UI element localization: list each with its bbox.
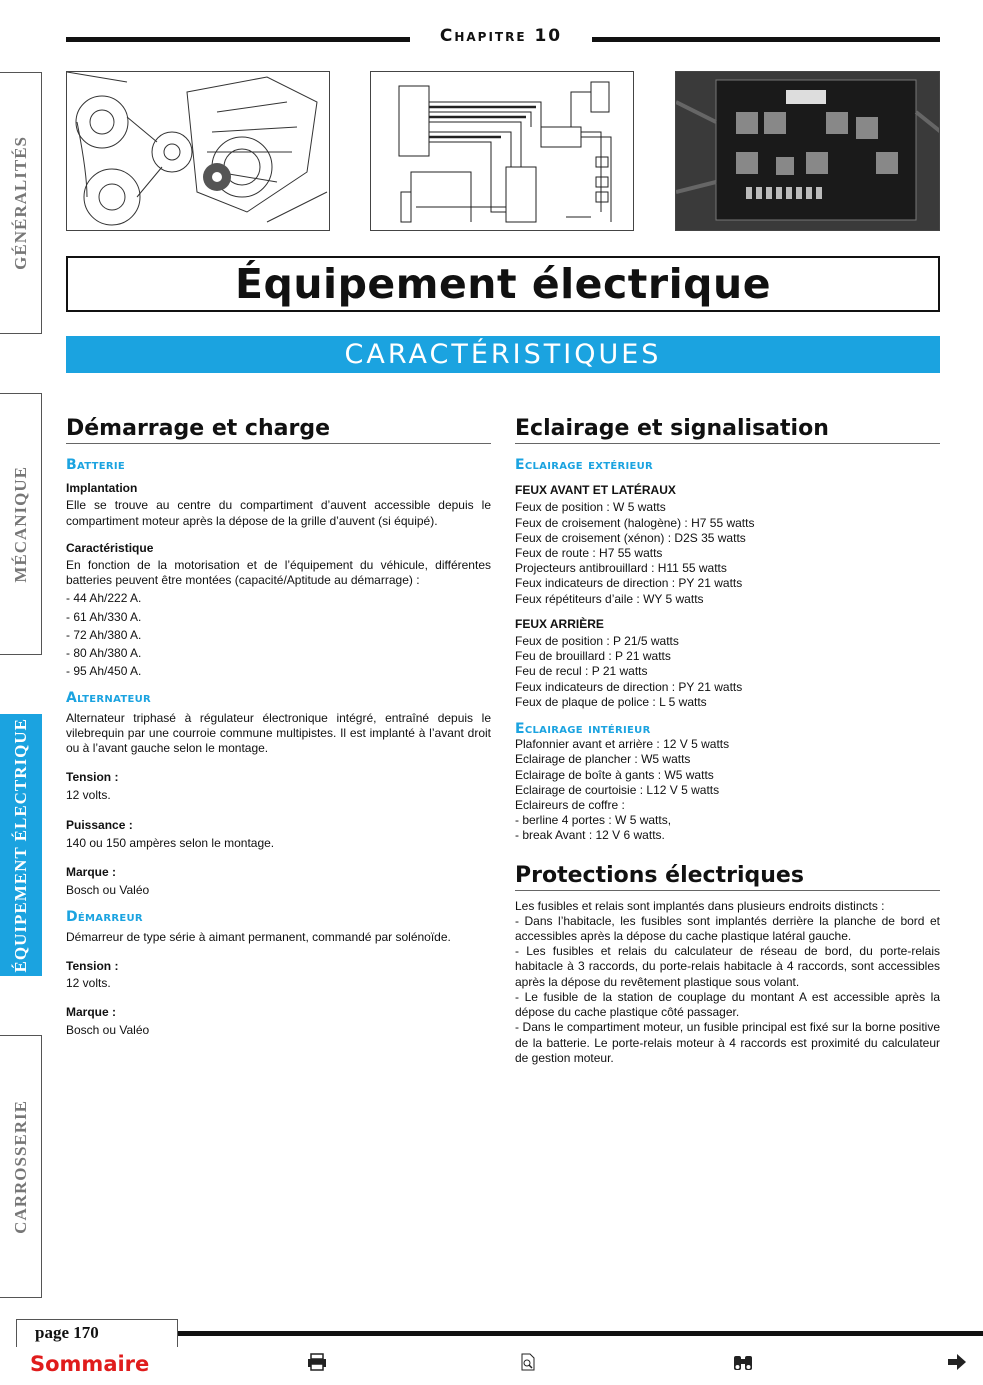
list-item: - 80 Ah/380 A. bbox=[66, 646, 142, 661]
eclairage-interieur-list bbox=[515, 737, 940, 843]
list-item: Feux indicateurs de direction : PY 21 watts bbox=[515, 576, 743, 591]
side-tab-mecanique[interactable]: MÉCANIQUE bbox=[0, 393, 42, 655]
list-item: Feux de croisement (xénon) : D2S 35 watts bbox=[515, 530, 746, 545]
value-marque-demarreur: Bosch ou Valéo bbox=[66, 1023, 150, 1038]
text-implantation: Elle se trouve au centre du compartiment d’auvent accessible depuis le compartiment moteur après la dépose de la grille d’auvent (si équipé). bbox=[66, 498, 491, 528]
list-item: Feux de croisement (halogène) : H7 55 watts bbox=[515, 515, 755, 530]
label-marque-demarreur: Marque : bbox=[66, 1005, 117, 1020]
right-column bbox=[515, 415, 940, 1066]
list-item: Eclaireurs de coffre : bbox=[515, 798, 625, 813]
list-item: - 44 Ah/222 A. bbox=[66, 591, 142, 606]
sommaire-link[interactable]: Sommaire bbox=[30, 1352, 150, 1376]
label-caracteristique: Caractéristique bbox=[66, 540, 154, 555]
subheading-batterie: Batterie bbox=[66, 457, 125, 473]
subheading-eclairage-interieur: Eclairage intérieur bbox=[515, 721, 651, 738]
list-item: Eclairage de courtoisie : L12 V 5 watts bbox=[515, 782, 720, 797]
wiring-diagram bbox=[370, 71, 634, 231]
label-feux-avant: FEUX AVANT ET LATÉRAUX bbox=[515, 483, 676, 498]
list-item: Plafonnier avant et arrière : 12 V 5 watts bbox=[515, 737, 730, 752]
list-item: Feux de route : H7 55 watts bbox=[515, 546, 663, 561]
section-heading-demarrage: Démarrage et charge bbox=[66, 415, 491, 444]
list-item: - 72 Ah/380 A. bbox=[66, 627, 142, 642]
page-title: Équipement électrique bbox=[234, 260, 772, 308]
list-item: Feu de brouillard : P 21 watts bbox=[515, 649, 671, 664]
fuse-box-photo bbox=[675, 71, 940, 231]
list-item: Feu de recul : P 21 watts bbox=[515, 664, 648, 679]
section-band: CARACTÉRISTIQUES bbox=[66, 336, 940, 373]
list-item: - 61 Ah/330 A. bbox=[66, 609, 142, 624]
list-item: Feux indicateurs de direction : PY 21 watts bbox=[515, 679, 743, 694]
next-arrow-icon[interactable] bbox=[947, 1353, 967, 1376]
page-title-box bbox=[66, 256, 940, 312]
search-binoculars-icon[interactable] bbox=[732, 1353, 754, 1376]
protections-paragraph: Les fusibles et relais sont implantés dans plusieurs endroits distincts : bbox=[515, 898, 885, 913]
list-item: - 95 Ah/450 A. bbox=[66, 664, 142, 679]
footer-rule bbox=[178, 1331, 983, 1336]
protections-paragraph: - Dans le compartiment moteur, un fusible principal est fixé sur la borne positive de la batterie. Le porte-relais moteur à 4 raccords est proximité du calculateur de gestion moteur. bbox=[515, 1020, 940, 1065]
list-item: Eclairage de plancher : W5 watts bbox=[515, 752, 691, 767]
list-item: Feux de position : W 5 watts bbox=[515, 500, 666, 515]
text-alternateur: Alternateur triphasé à régulateur électronique intégré, entraîné depuis le vilebrequin par une courroie commune multipistes. Il est implanté à l’avant droit ou à l’avant gauche selon le montage. bbox=[66, 710, 491, 756]
feux-arriere-list bbox=[515, 634, 940, 710]
list-item: Feux de plaque de police : L 5 watts bbox=[515, 694, 707, 709]
header-rule-right bbox=[592, 37, 940, 42]
section-heading-protections: Protections électriques bbox=[515, 862, 940, 891]
zoom-icon[interactable] bbox=[520, 1353, 536, 1376]
list-item: - break Avant : 12 V 6 watts. bbox=[515, 828, 665, 843]
list-item: Feux répétiteurs d’aile : WY 5 watts bbox=[515, 591, 704, 606]
subheading-eclairage-exterieur: Eclairage extérieur bbox=[515, 457, 654, 473]
chapter-label: Chapitre 10 bbox=[439, 26, 563, 46]
protections-paragraph: - Les fusibles et relais du calculateur de réseau de bord, du porte-relais habitacle à 3 raccords, du porte-relais habitacle à 4 raccords, sont accessibles après la dépose du revêtement plastique sous volant. bbox=[515, 944, 940, 989]
list-item: - berline 4 portes : W 5 watts, bbox=[515, 813, 672, 828]
value-puissance: 140 ou 150 ampères selon le montage. bbox=[66, 835, 275, 850]
side-tab-generalites[interactable]: GÉNÉRALITÉS bbox=[0, 72, 42, 334]
value-marque: Bosch ou Valéo bbox=[66, 883, 150, 898]
value-tension-demarreur: 12 volts. bbox=[66, 976, 111, 991]
list-item: Feux de position : P 21/5 watts bbox=[515, 634, 679, 649]
list-item: Eclairage de boîte à gants : W5 watts bbox=[515, 767, 714, 782]
header-rule-left bbox=[66, 37, 410, 42]
label-implantation: Implantation bbox=[66, 481, 138, 496]
section-heading-eclairage: Eclairage et signalisation bbox=[515, 415, 940, 444]
text-demarreur: Démarreur de type série à aimant permanent, commandé par solénoïde. bbox=[66, 929, 451, 944]
page-number: page 170 bbox=[16, 1319, 178, 1347]
label-tension: Tension : bbox=[66, 770, 119, 785]
left-column bbox=[66, 415, 491, 1039]
print-icon[interactable] bbox=[307, 1353, 327, 1376]
value-tension: 12 volts. bbox=[66, 788, 111, 803]
label-tension-demarreur: Tension : bbox=[66, 958, 119, 973]
label-marque: Marque : bbox=[66, 865, 117, 880]
protections-paragraph: - Dans l’habitacle, les fusibles sont implantés derrière la planche de bord et accessibles après la dépose du cache plastique latéral gauche. bbox=[515, 913, 940, 944]
protections-paragraph: - Le fusible de la station de couplage du montant A est accessible après la dépose du cache plastique côté passager. bbox=[515, 989, 940, 1020]
text-caracteristique: En fonction de la motorisation et de l’équipement du véhicule, différentes batteries peuvent être montées (capacité/Aptitude au démarrage) : bbox=[66, 558, 491, 588]
side-tab-carrosserie[interactable]: CARROSSERIE bbox=[0, 1035, 42, 1298]
subheading-alternateur: Alternateur bbox=[66, 690, 152, 707]
alternator-illustration bbox=[66, 71, 330, 231]
label-feux-arriere: FEUX ARRIÈRE bbox=[515, 616, 604, 631]
side-tab-equipement-electrique[interactable]: ÉQUIPEMENT ÉLECTRIQUE bbox=[0, 714, 42, 976]
list-item: Projecteurs antibrouillard : H11 55 watts bbox=[515, 561, 727, 576]
label-puissance: Puissance : bbox=[66, 817, 133, 832]
feux-avant-list bbox=[515, 500, 940, 606]
battery-list bbox=[66, 591, 491, 679]
subheading-demarreur: Démarreur bbox=[66, 909, 143, 926]
